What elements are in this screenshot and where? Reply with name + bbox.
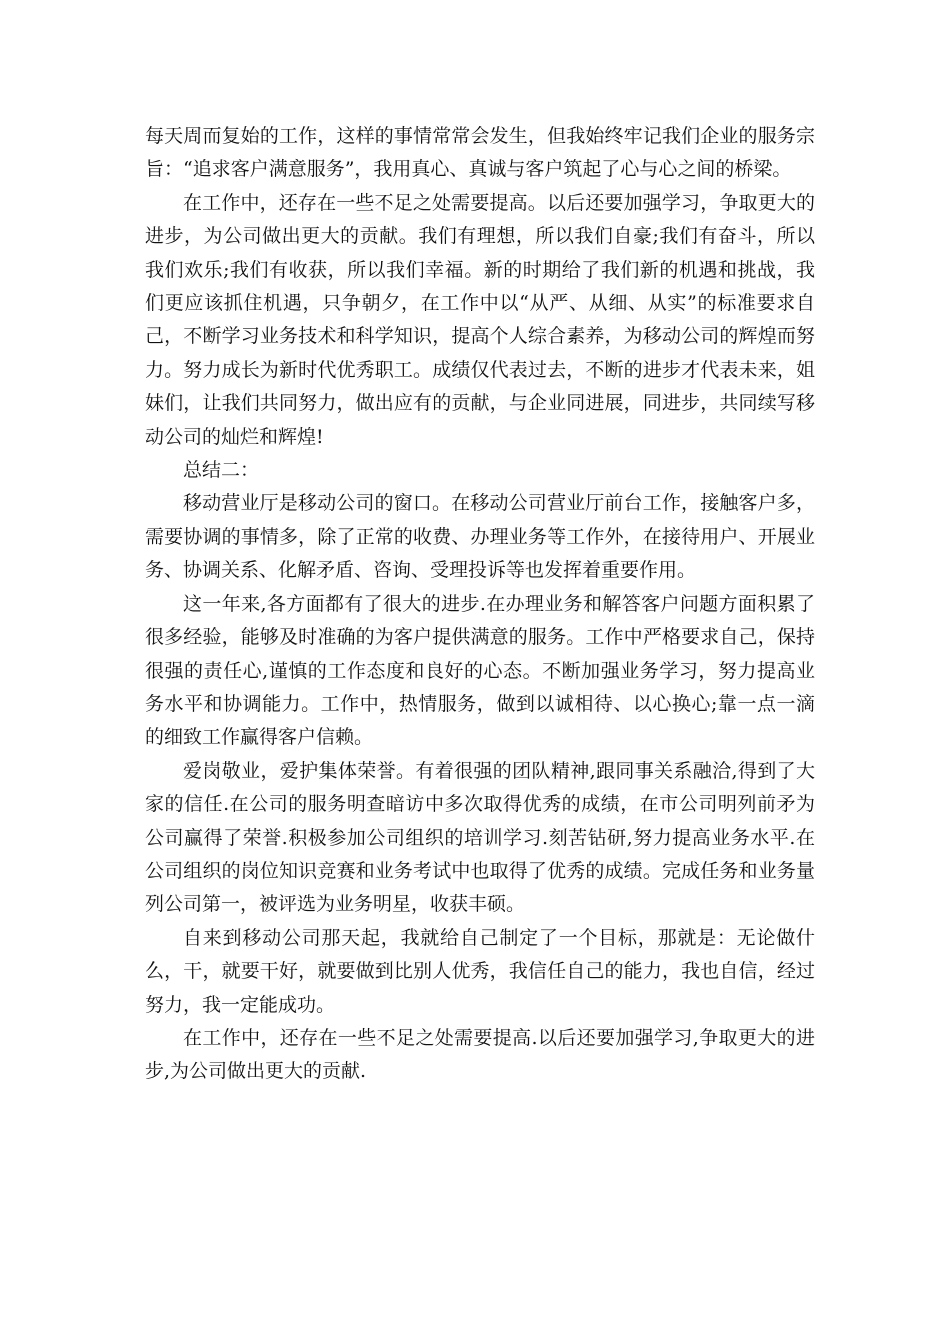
paragraph-1: 每天周而复始的工作，这样的事情常常会发生，但我始终牢记我们企业的服务宗旨：“追求客户满意服务”，我用真心、真诚与客户筑起了心与心之间的桥梁。 (145, 125, 815, 181)
document-body (145, 120, 815, 1089)
paragraph-5: 爱岗敬业，爱护集体荣誉。有着很强的团队精神,跟同事关系融洽,得到了大家的信任.在公司的服务明查暗访中多次取得优秀的成绩，在市公司明列前矛为公司赢得了荣誉.积极参加公司组织的培训学习.刻苦钻研,努力提高业务水平.在公司组织的岗位知识竞赛和业务考试中也取得了优秀的成绩。完成任务和业务量列公司第一，被评选为业务明星，收获丰硕。 (145, 759, 815, 916)
section-heading-summary-two: 总结二： (183, 459, 260, 482)
paragraph-3: 移动营业厅是移动公司的窗口。在移动公司营业厅前台工作，接触客户多，需要协调的事情多，除了正常的收费、办理业务等工作外，在接待用户、开展业务、协调关系、化解矛盾、咨询、受理投诉等也发挥着重要作用。 (145, 492, 815, 582)
paragraph-2: 在工作中，还存在一些不足之处需要提高。以后还要加强学习，争取更大的进步，为公司做出更大的贡献。我们有理想，所以我们自豪;我们有奋斗，所以我们欢乐;我们有收获，所以我们幸福。新的时期给了我们新的机遇和挑战，我们更应该抓住机遇，只争朝夕，在工作中以“从严、从细、从实”的标准要求自己，不断学习业务技术和科学知识，提高个人综合素养，为移动公司的辉煌而努力。努力成长为新时代优秀职工。成绩仅代表过去，不断的进步才代表未来，姐妹们，让我们共同努力，做出应有的贡献，与企业同进展，同进步，共同续写移动公司的灿烂和辉煌! (145, 191, 815, 448)
paragraph-4: 这一年来,各方面都有了很大的进步.在办理业务和解答客户问题方面积累了很多经验，能够及时准确的为客户提供满意的服务。工作中严格要求自己，保持很强的责任心,谨慎的工作态度和良好的心态。不断加强业务学习，努力提高业务水平和协调能力。工作中，热情服务，做到以诚相待、以心换心;靠一点一滴的细致工作赢得客户信赖。 (145, 592, 815, 749)
paragraph-6: 自来到移动公司那天起，我就给自己制定了一个目标，那就是：无论做什么，干，就要干好，就要做到比别人优秀，我信任自己的能力，我也自信，经过努力，我一定能成功。 (145, 926, 815, 1016)
paragraph-7: 在工作中，还存在一些不足之处需要提高.以后还要加强学习,争取更大的进步,为公司做出更大的贡献. (145, 1026, 815, 1083)
